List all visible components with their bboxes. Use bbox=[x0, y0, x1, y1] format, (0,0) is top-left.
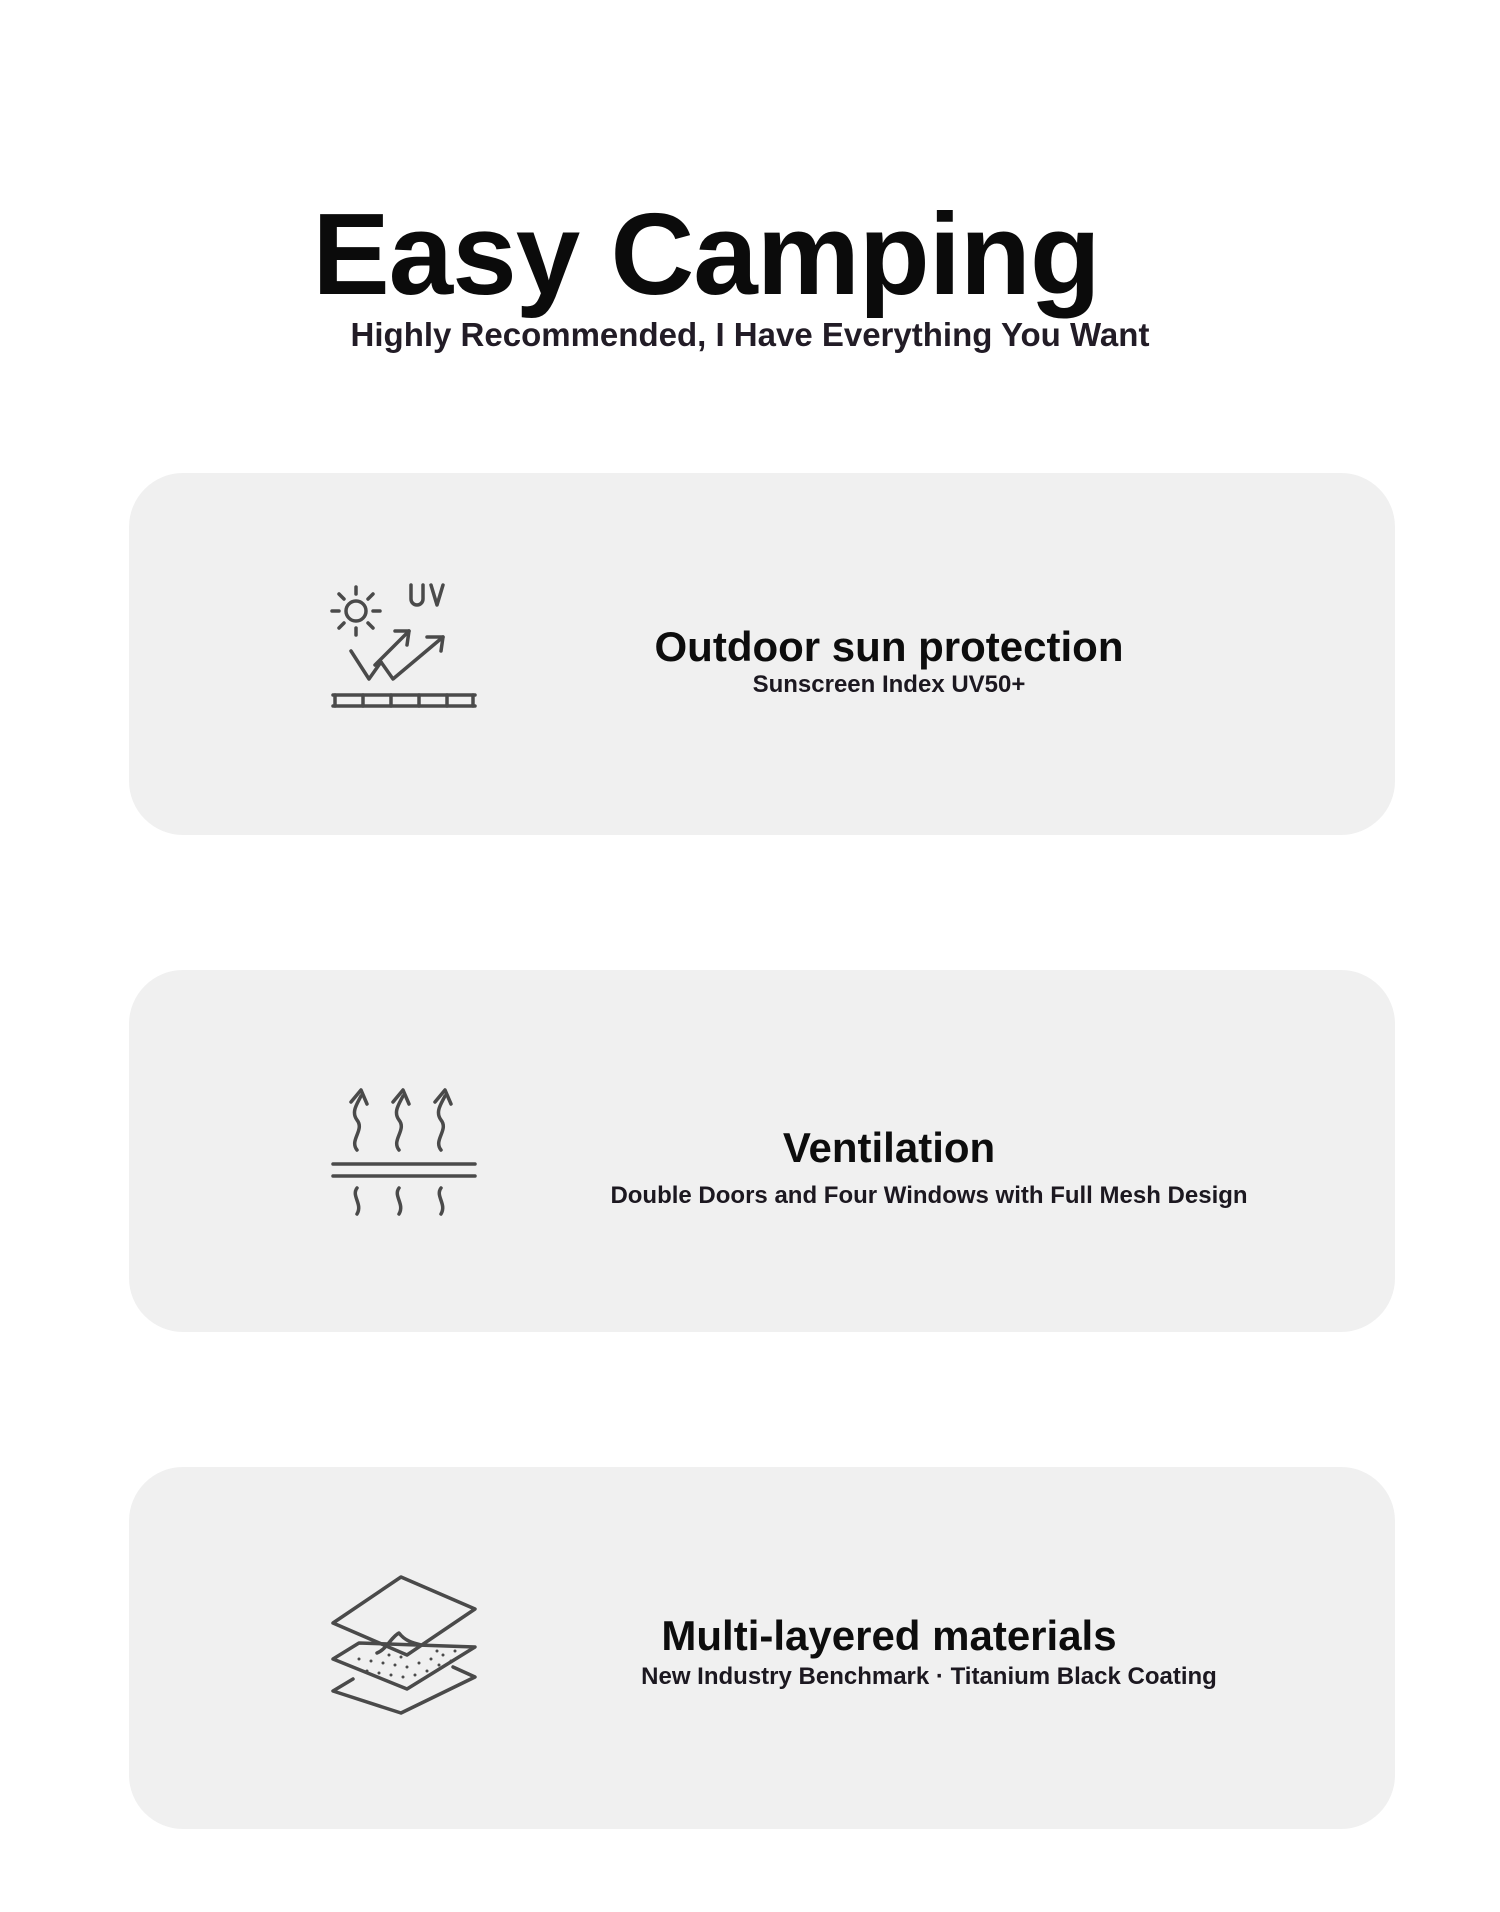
ventilation-icon bbox=[319, 1066, 479, 1226]
feature-description: New Industry Benchmark · Titanium Black Coating bbox=[641, 1663, 1217, 1690]
page-subtitle: Highly Recommended, I Have Everything You Want bbox=[350, 316, 1150, 353]
feature-card-materials bbox=[129, 1467, 1395, 1829]
page-title: Easy Camping bbox=[312, 188, 1100, 319]
feature-title: Outdoor sun protection bbox=[654, 622, 1124, 670]
feature-title: Ventilation bbox=[782, 1123, 996, 1171]
feature-description: Double Doors and Four Windows with Full Mesh Design bbox=[610, 1182, 1248, 1209]
uv-protection-icon bbox=[319, 569, 479, 729]
feature-card-sun-protection bbox=[129, 473, 1395, 835]
feature-description: Sunscreen Index UV50+ bbox=[752, 671, 1026, 698]
feature-card-ventilation bbox=[129, 970, 1395, 1332]
layered-materials-icon bbox=[319, 1563, 479, 1723]
feature-title: Multi-layered materials bbox=[661, 1611, 1117, 1659]
